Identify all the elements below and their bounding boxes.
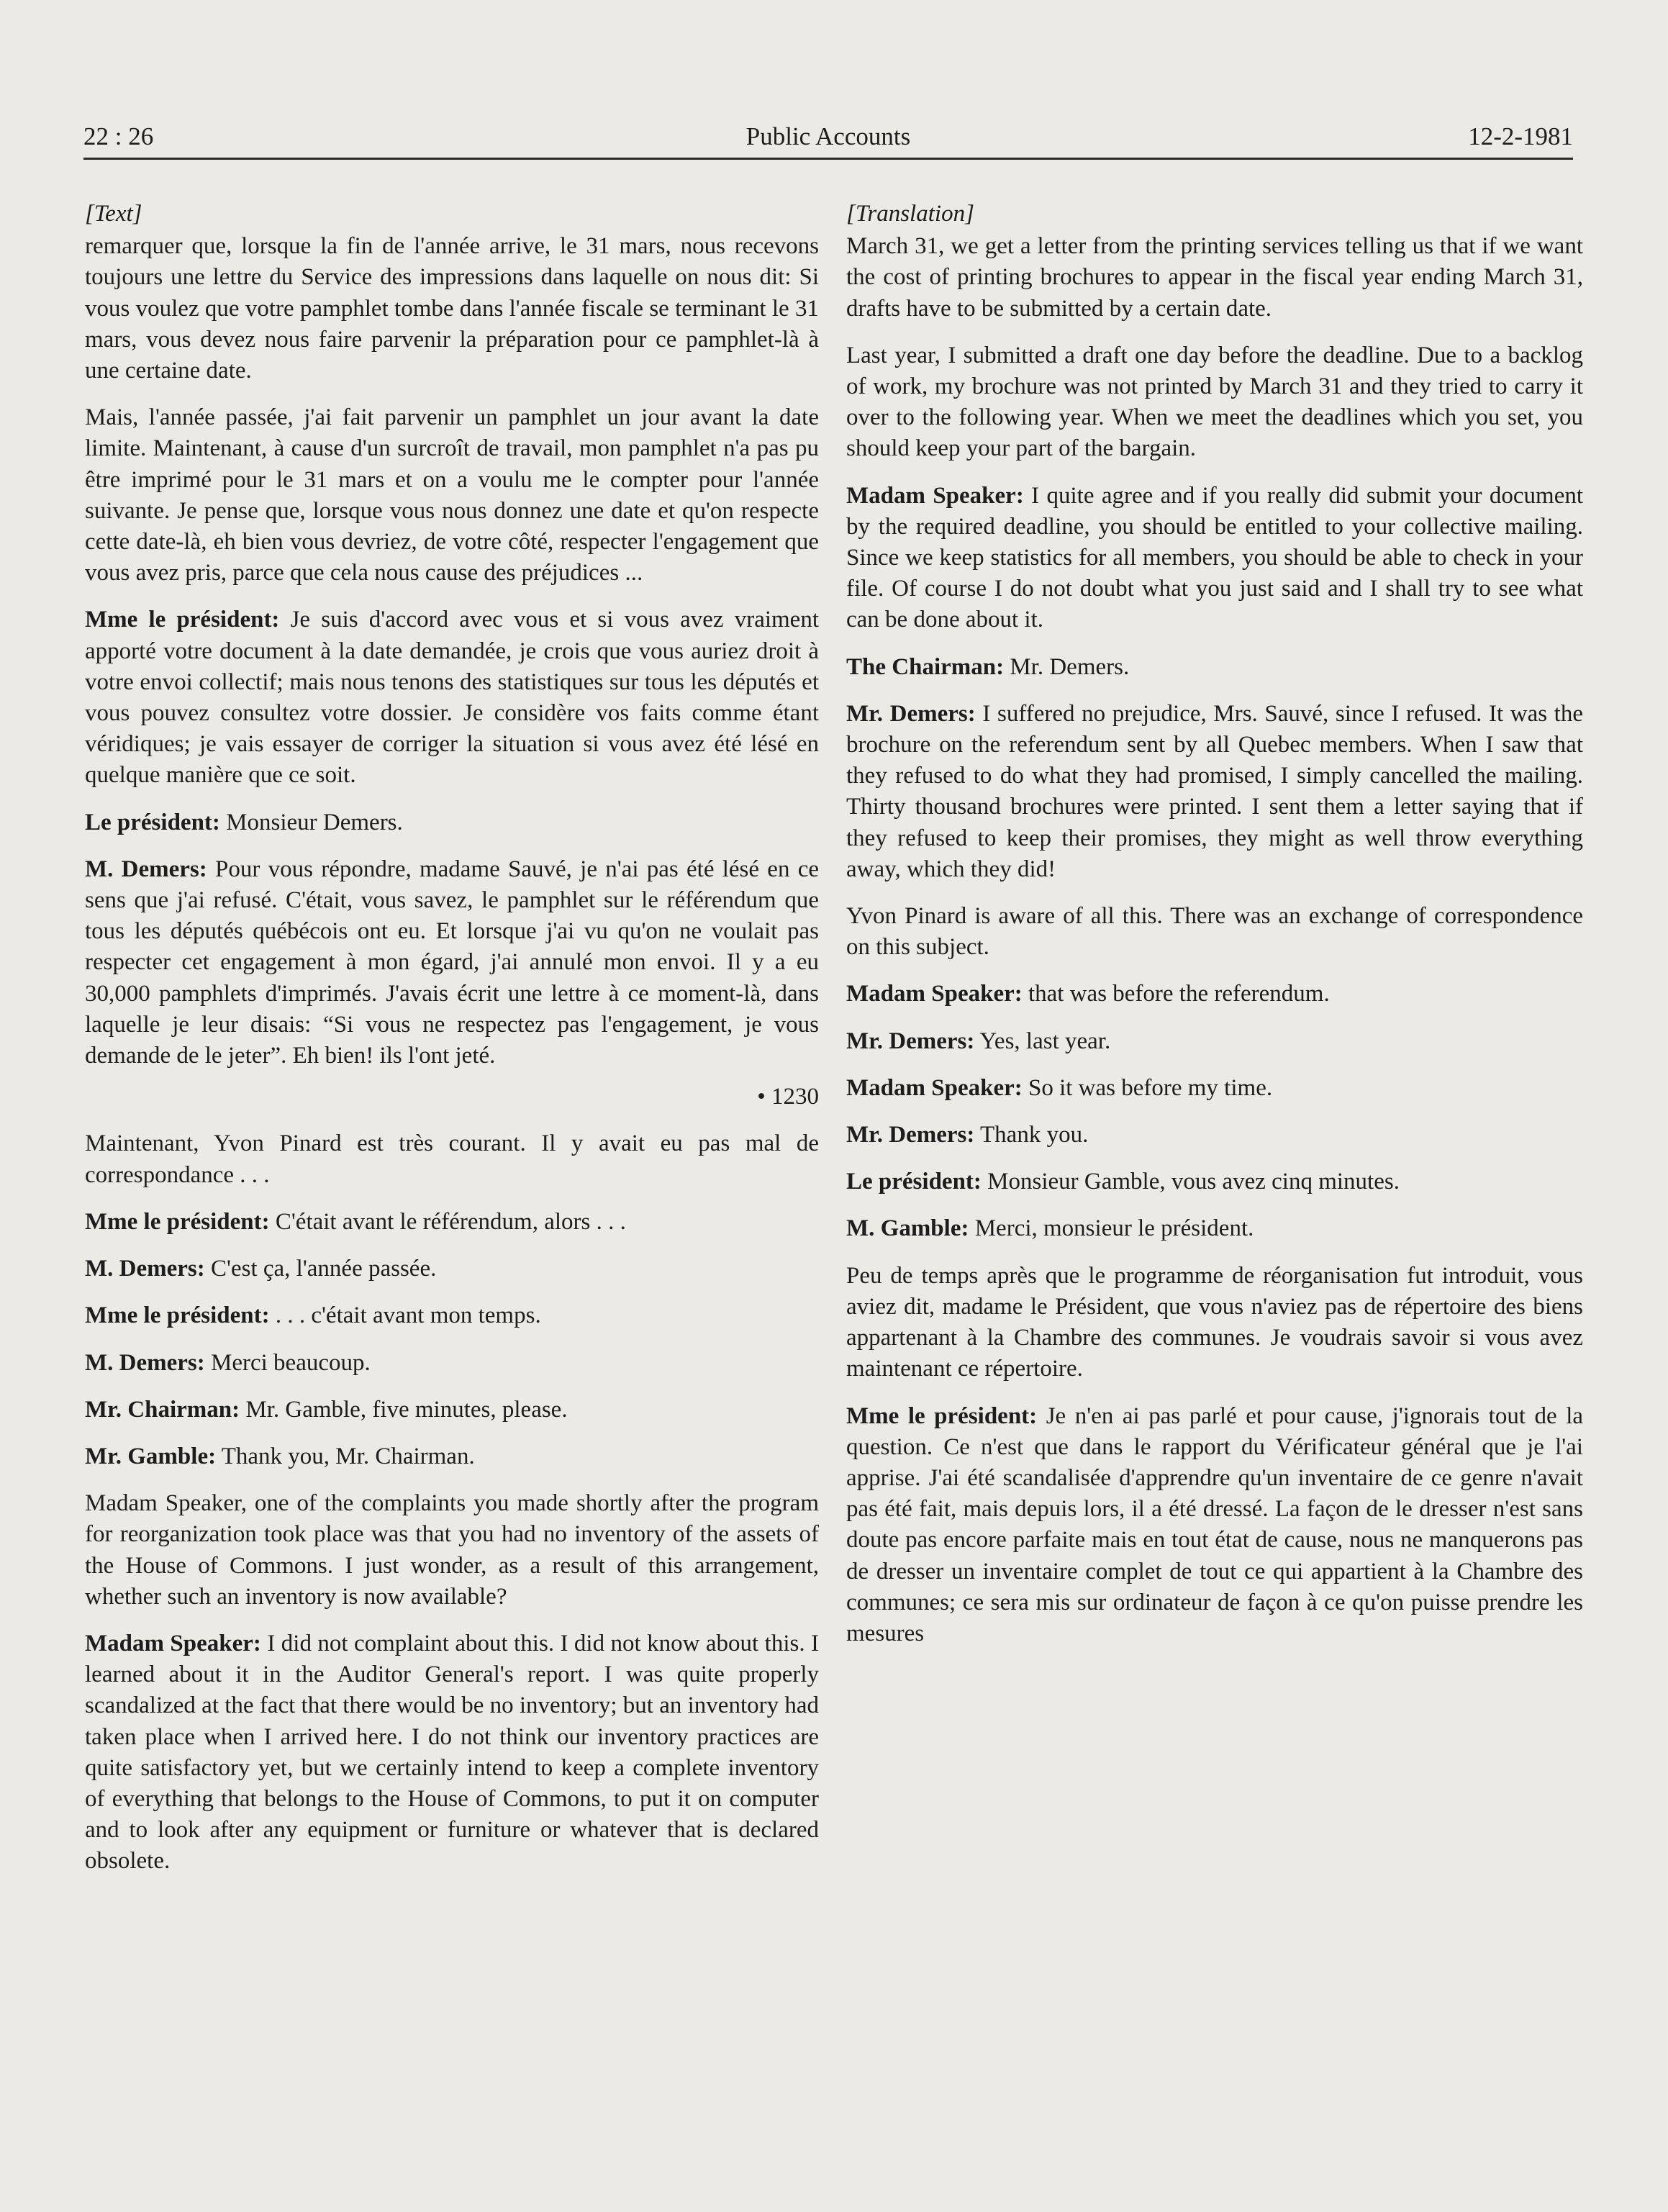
speech-text: Thank you. [980,1122,1089,1148]
speaker-name: Madam Speaker: [85,1630,261,1656]
speech-text: C'était avant le référendum, alors . . . [275,1208,626,1235]
speech-text: Yes, last year. [979,1028,1111,1054]
speech-text: Mr. Demers. [1010,653,1130,680]
speaker-name: The Chairman: [846,653,1005,680]
page-number: 22 : 26 [83,122,154,150]
speaker-name: Mr. Demers: [846,1122,975,1148]
speaker-name: M. Demers: [85,856,207,882]
paragraph: Madam Speaker, one of the complaints you made shortly after the program for reorganization took place was that you had no inventory of the assets of the House of Commons. I just wonder, as a result of this arrangement, whether such an inventory is now available? [85,1490,819,1610]
speech [85,1348,819,1379]
speech [85,854,819,1071]
speaker-name: Mme le président: [85,607,280,633]
speech [85,807,819,838]
column-label: [Text] [85,201,142,227]
speech-text: Pour vous répondre, madame Sauvé, je n'ai pas été lésé en ce sens que j'ai refusé. C'était, vous savez, le pamphlet sur le référendum que tous les députés québécois ont eu. Et lorsque j'ai vu qu'on ne voulait pas respecter cet engagement à mon égard, j'ai annulé mon envoi. Il y a eu 30,000 pamphlets d'imprimés. J'avais écrit une lettre à ce moment-là, dans laquelle je leur disais: “Si vous ne respectez pas l'engagement, je vous demande de le jeter”. Eh bien! ils l'ont jeté. [85,856,820,1069]
speech-text: Je n'en ai pas parlé et pour cause, j'ignorais tout de la question. Ce n'est que dans le rapport du Vérificateur général que je l'ai apprise. J'ai été scandalisée d'apprendre qu'un inventaire de ce genre n'avait pas été fait, mais depuis lors, il a été dressé. La façon de le dresser n'est sans doute pas encore parfaite mais en tout état de cause, nous ne manquerons pas de dresser un inventaire complet de tout ce qui appartient à la Chambre des communes; ce sera mis sur ordinateur de façon à ce qu'on puisse prendre les mesures [846,1402,1584,1646]
speaker-name: Madam Speaker: [846,482,1024,509]
header-rule [83,158,1573,160]
speech-text: I suffered no prejudice, Mrs. Sauvé, since I refused. It was the brochure on the referendum sent by all Quebec members. When I saw that they refused to do what they had promised, I simply cancelled the mailing. Thirty thousand brochures were printed. I sent them a letter saying that if they refused to keep their promises, they might as well throw everything away, which they did! [846,700,1583,882]
speech [846,1026,1583,1057]
speech-text: Mr. Gamble, five minutes, please. [245,1396,568,1423]
paragraph: Maintenant, Yvon Pinard est très courant. Il y avait eu pas mal de correspondance . . . [85,1130,819,1188]
speech [846,652,1583,683]
speech-text: . . . c'était avant mon temps. [275,1302,541,1329]
speech [846,481,1583,636]
speech [846,1166,1583,1197]
speech-text: Thank you, Mr. Chairman. [221,1443,475,1469]
speech [846,1120,1583,1151]
page-header [83,122,1573,158]
paragraph: Yvon Pinard is aware of all this. There was an exchange of correspondence on this subject. [846,903,1583,961]
speech [846,979,1583,1010]
speaker-name: Le président: [85,809,220,835]
document-date: 12-2-1981 [1468,122,1573,150]
paragraph: Mais, l'année passée, j'ai fait parvenir un pamphlet un jour avant la date limite. Maintenant, à cause d'un surcroît de travail, mon pamphlet n'a pas pu être imprimé pour le 31 mars et on a voulu me le compter pour l'année suivante. Je pense que, lorsque vous nous donnez une date et qu'on respecte cette date-là, eh bien vous devriez, de votre côté, respecter l'engagement que vous avez pris, parce que cela nous cause des préjudices ... [85,404,819,586]
paragraph: Last year, I submitted a draft one day before the deadline. Due to a backlog of work, my brochure was not printed by March 31 and they tried to carry it over to the following year. When we meet the deadlines which you set, you should keep your part of the bargain. [846,342,1583,462]
right-column [846,199,1583,1649]
speech-text: I quite agree and if you really did submit your document by the required deadline, you should be entitled to your collective mailing. Since we keep statistics for all members, you should be able to check in your file. Of course I do not doubt what you just said and I shall try to see what can be done about it. [846,482,1584,633]
speaker-name: Mme le président: [846,1402,1038,1429]
speech [85,1441,819,1472]
speaker-name: Le président: [846,1169,982,1195]
speech [846,1073,1583,1104]
speech [85,1254,819,1284]
speaker-name: Mr. Gamble: [85,1443,217,1469]
column-label: [Translation] [846,201,974,227]
speaker-name: Mme le président: [85,1208,270,1235]
speech [846,1401,1583,1650]
speech-text: Merci, monsieur le président. [974,1215,1254,1242]
speech [85,1300,819,1331]
speech-text: I did not complaint about this. I did not know about this. I learned about it in the Auditor General's report. I was quite properly scandalized at the fact that there would be no inventory; but an inventory had taken place when I arrived here. I do not think our inventory practices are quite satisfactory yet, but we certainly intend to keep a complete inventory of everything that belongs to the House of Commons, to put it on computer and to look after any equipment or furniture or whatever that is declared obsolete. [85,1630,819,1875]
speech-text: So it was before my time. [1028,1074,1273,1101]
paragraph: Peu de temps après que le programme de réorganisation fut introduit, vous aviez dit, madame le Président, que vous n'aviez pas de répertoire des biens appartenant à la Chambre des communes. Je voudrais savoir si vous avez maintenant ce répertoire. [846,1262,1583,1382]
speech-text: Je suis d'accord avec vous et si vous avez vraiment apporté votre document à la date demandée, je crois que vous auriez droit à votre envoi collectif; mais nous tenons des statistiques sur tous les députés et vous pouvez consultez votre dossier. Je considère vos faits comme étant véridiques; je vais essayer de corriger la situation si vous avez été lésé en quelque manière que ce soit. [85,607,819,789]
speaker-name: M. Gamble: [846,1215,969,1242]
speaker-name: Mr. Chairman: [85,1396,240,1423]
speaker-name: Madam Speaker: [846,981,1023,1007]
speaker-name: M. Demers: [85,1256,205,1282]
speech [846,1213,1583,1244]
speech-text: C'est ça, l'année passée. [211,1256,437,1282]
speech [85,1395,819,1425]
speech-text: Monsieur Demers. [226,809,403,835]
speaker-name: Mr. Demers: [846,700,976,727]
speaker-name: M. Demers: [85,1349,205,1376]
speech-text: that was before the referendum. [1028,981,1330,1007]
document-title: Public Accounts [745,122,911,150]
speech [85,1628,819,1877]
speech-text: Merci beaucoup. [211,1349,371,1376]
paragraph: March 31, we get a letter from the printing services telling us that if we want the cost of printing brochures to appear in the fiscal year ending March 31, drafts have to be submitted by a certain date. [846,233,1583,322]
speech [85,604,819,791]
speech [846,699,1583,885]
speech [85,1207,819,1238]
paragraph: remarquer que, lorsque la fin de l'année arrive, le 31 mars, nous recevons toujours une lettre du Service des impressions dans laquelle on nous dit: Si vous voulez que votre pamphlet tombe dans l'année fiscale se terminant le 31 mars, vous devez nous faire parvenir la préparation pour ce pamphlet-là à une certaine date. [85,233,819,384]
speaker-name: Madam Speaker: [846,1074,1023,1101]
speaker-name: Mme le président: [85,1302,270,1329]
left-column [85,199,819,1877]
time-marker: • 1230 [757,1084,819,1110]
speaker-name: Mr. Demers: [846,1028,975,1054]
speech-text: Monsieur Gamble, vous avez cinq minutes. [987,1169,1400,1195]
